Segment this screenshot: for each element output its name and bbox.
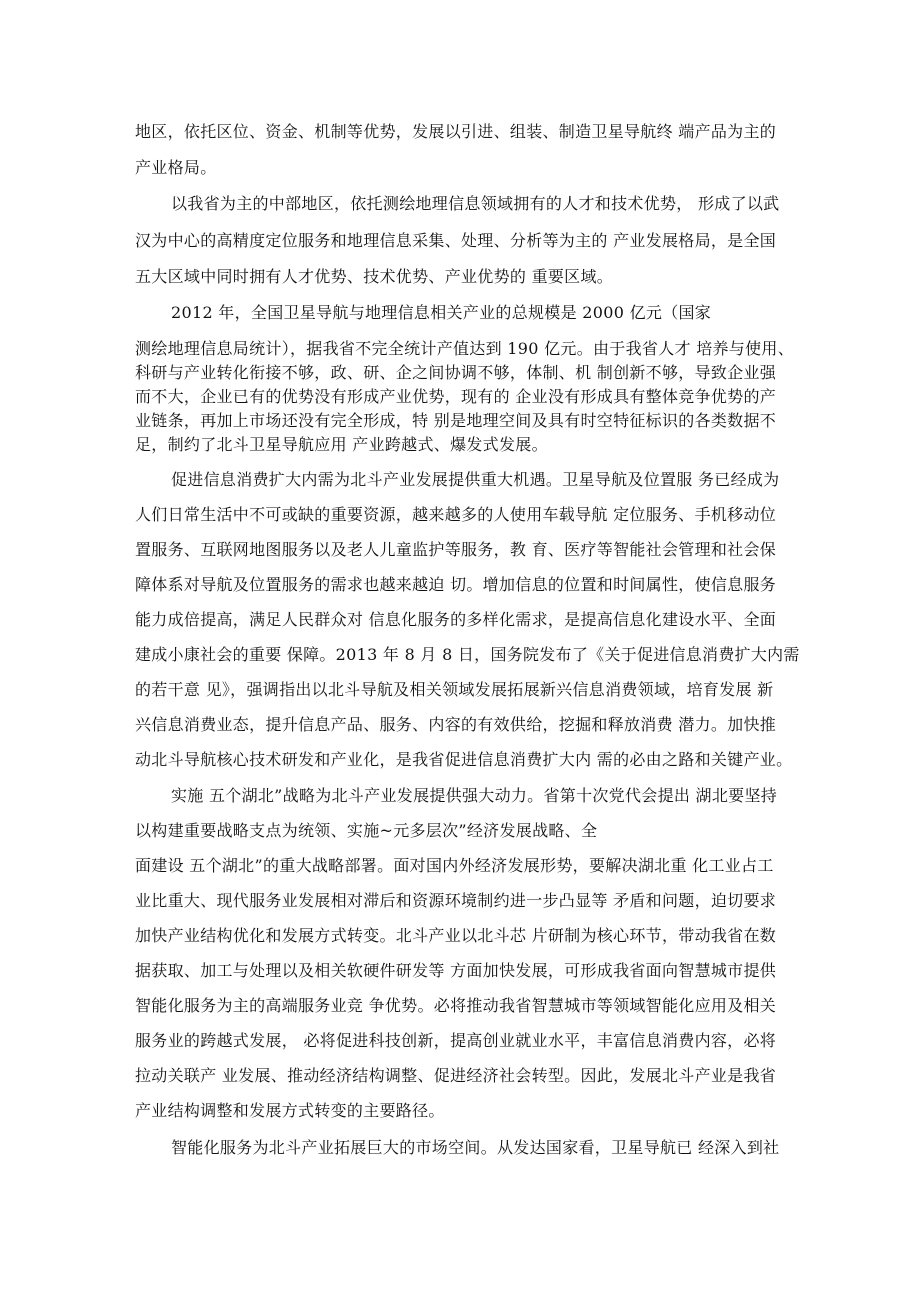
text-line: 测绘地理信息局统计），据我省不完全统计产值达到 190 亿元。由于我省人才 培养与使用、 xyxy=(135,339,794,358)
text-line: 拉动关联产 业发展、推动经济结构调整、促进经济社会转型。因此，发展北斗产业是我省 xyxy=(135,1066,777,1085)
text-line: 五大区域中同时拥有人才优势、技术优势、产业优势的 重要区域。 xyxy=(135,267,614,286)
text-line: 2012 年，全国卫星导航与地理信息相关产业的总规模是 2000 亿元（国家 xyxy=(171,303,712,322)
text-line: 促进信息消费扩大内需为北斗产业发展提供重大机遇。卫星导航及位置服 务已经成为 xyxy=(171,470,780,489)
text-line: 地区，依托区位、资金、机制等优势，发展以引进、组装、制造卫星导航终 端产品为主的 xyxy=(135,122,777,141)
text-line: 加快产业结构优化和发展方式转变。北斗产业以北斗芯 片研制为核心环节，带动我省在数 xyxy=(135,926,777,945)
text-line: 产业格局。 xyxy=(135,158,217,177)
text-line: 服务业的跨越式发展， 必将促进科技创新，提高创业就业水平，丰富信息消费内容，必将 xyxy=(135,1031,777,1050)
text-line: 汉为中心的高精度定位服务和地理信息采集、处理、分析等为主的 产业发展格局，是全国 xyxy=(135,231,777,250)
text-line: 智能化服务为北斗产业拓展巨大的市场空间。从发达国家看，卫星导航已 经深入到社 xyxy=(171,1138,780,1157)
text-line: 能力成倍提高，满足人民群众对 信息化服务的多样化需求，是提高信息化建设水平、全面 xyxy=(135,610,777,629)
text-line: 兴信息消费业态，提升信息产品、服务、内容的有效供给，挖掘和释放消费 潜力。加快推 xyxy=(135,715,777,734)
text-line: 的若干意 见》，强调指出以北斗导航及相关领域发展拓展新兴信息消费领域，培育发展 新 xyxy=(135,680,774,699)
text-line: 产业结构调整和发展方式转变的主要路径。 xyxy=(135,1101,445,1120)
text-line: 业比重大、现代服务业发展相对滞后和资源环境制约进一步凸显等 矛盾和问题，迫切要求 xyxy=(135,891,777,910)
text-line: 以我省为主的中部地区，依托测绘地理信息领域拥有的人才和技术优势， 形成了以武 xyxy=(171,194,780,213)
text-line: 科研与产业转化衔接不够，政、研、企之间协调不够，体制、机 制创新不够，导致企业强 xyxy=(135,363,777,382)
text-line: 足，制约了北斗卫星导航应用 产业跨越式、爆发式发展。 xyxy=(135,435,548,454)
text-line: 人们日常生活中不可或缺的重要资源，越来越多的人使用车载导航 定位服务、手机移动位 xyxy=(135,505,777,524)
text-line: 业链条，再加上市场还没有完全形成，特 别是地理空间及具有时空特征标识的各类数据不 xyxy=(135,411,777,430)
text-line: 置服务、互联网地图服务以及老人儿童监护等服务，教 育、医疗等智能社会管理和社会保 xyxy=(135,540,777,559)
text-line: 而不大，企业已有的优势没有形成产业优势，现有的 企业没有形成具有整体竞争优势的产 xyxy=(135,387,777,406)
text-line: 面建设 五个湖北”的重大战略部署。面对国内外经济发展形势，要解决湖北重 化工业占工 xyxy=(135,856,774,875)
text-line: 智能化服务为主的高端服务业竞 争优势。必将推动我省智慧城市等领域智能化应用及相关 xyxy=(135,996,777,1015)
text-line: 以构建重要战略支点为统领、实施~元多层次”经济发展战略、全 xyxy=(135,821,598,840)
text-line: 建成小康社会的重要 保障。2013 年 8 月 8 日，国务院发布了《关于促进信息消费扩大内需 xyxy=(135,645,800,664)
text-line: 动北斗导航核心技术研发和产业化，是我省促进信息消费扩大内 需的必由之路和关键产业。 xyxy=(135,750,793,769)
text-line: 据获取、加工与处理以及相关软硬件研发等 方面加快发展，可形成我省面向智慧城市提供 xyxy=(135,961,777,980)
text-line: 障体系对导航及位置服务的需求也越来越迫 切。增加信息的位置和时间属性，使信息服务 xyxy=(135,575,777,594)
text-line: 实施 五个湖北”战略为北斗产业发展提供强大动力。省第十次党代会提出 湖北要坚持 xyxy=(171,786,778,805)
